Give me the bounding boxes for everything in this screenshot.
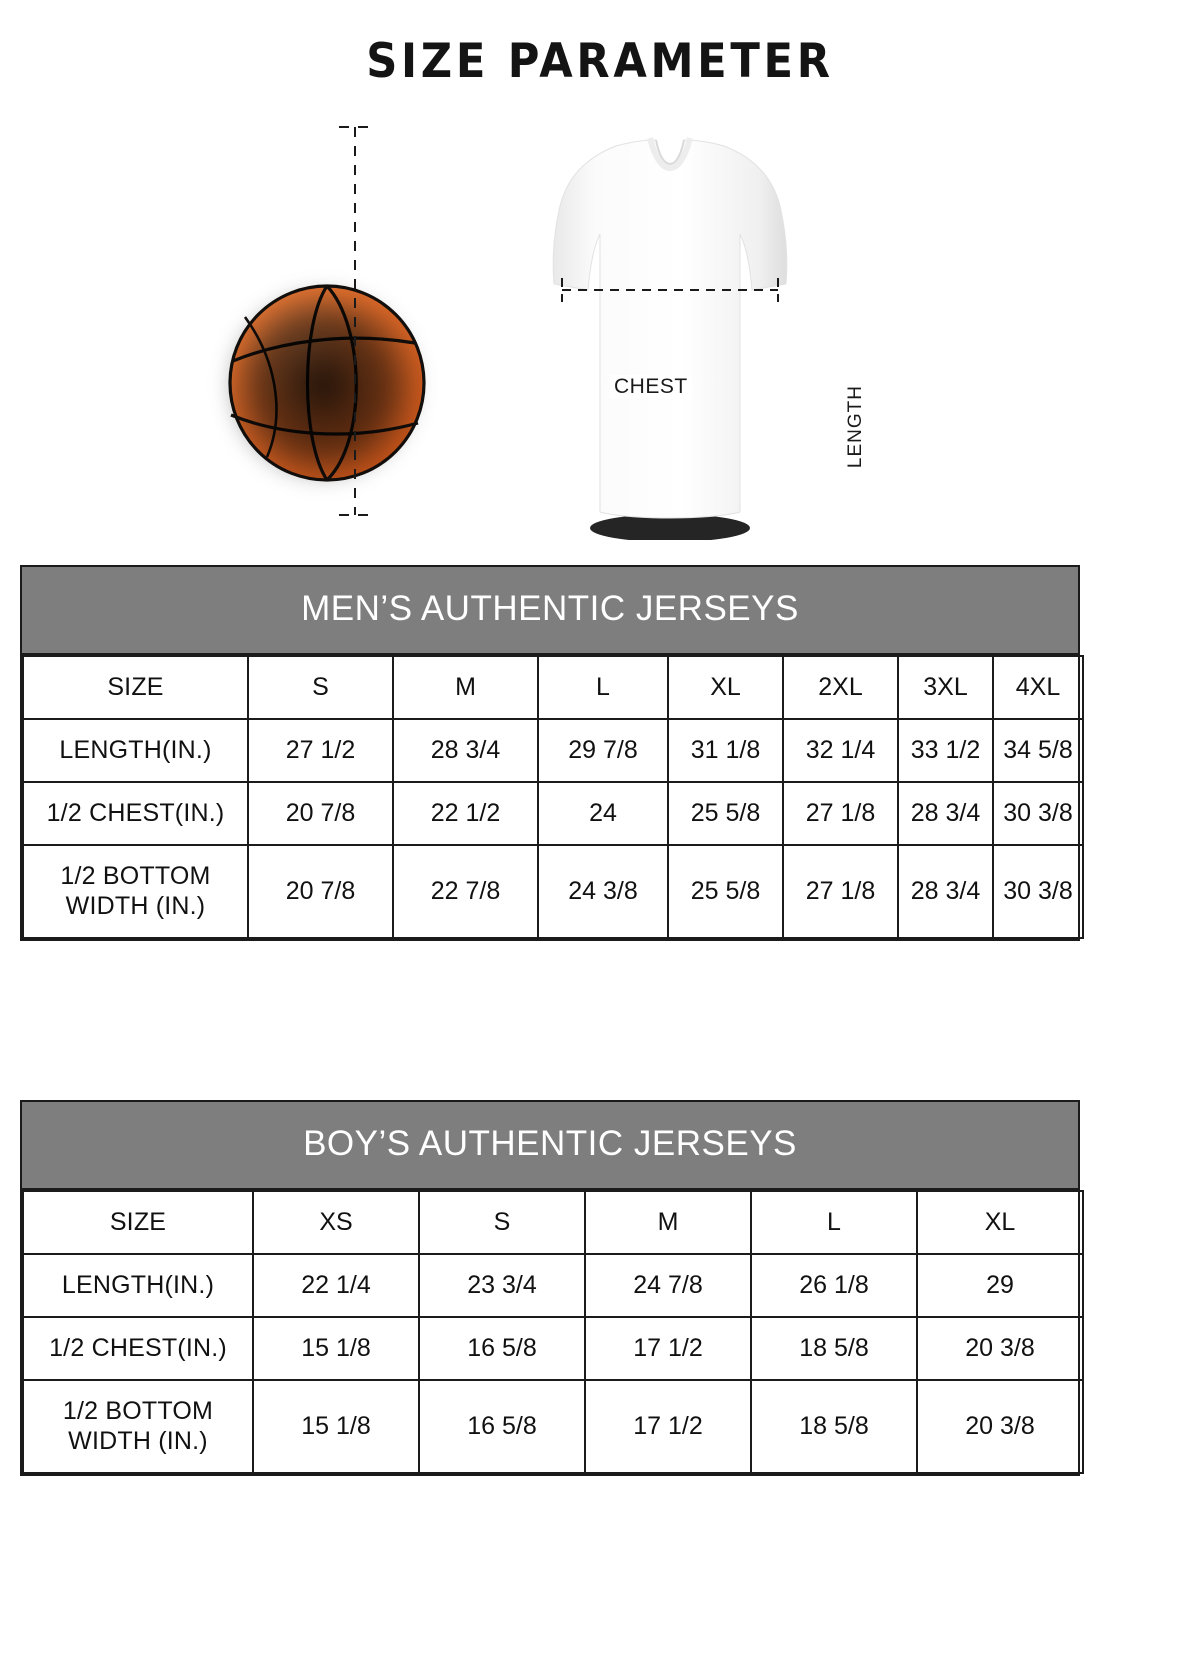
men-length-l: 29 7/8 [538,719,668,782]
men-chest-4xl: 30 3/8 [993,782,1083,845]
boy-chest-xs: 15 1/8 [253,1317,419,1380]
men-length-s: 27 1/2 [248,719,393,782]
boy-chest-s: 16 5/8 [419,1317,585,1380]
jersey-svg [520,120,820,540]
men-bottom-xl: 25 5/8 [668,845,783,938]
men-bottom-s: 20 7/8 [248,845,393,938]
men-col-l: L [538,656,668,719]
chest-label: CHEST [610,375,692,399]
jersey-icon [520,120,820,540]
men-chest-2xl: 27 1/8 [783,782,898,845]
boy-row-bottom-label-line2: WIDTH (IN.) [68,1426,208,1455]
basketball-shadow [223,285,423,485]
table-row [23,1380,1083,1473]
page-title: SIZE PARAMETER [366,34,834,89]
boy-length-xs: 22 1/4 [253,1254,419,1317]
boy-bottom-l: 18 5/8 [751,1380,917,1473]
men-bottom-l: 24 3/8 [538,845,668,938]
boys-table-heading: BOY’S AUTHENTIC JERSEYS [22,1102,1078,1190]
boy-col-xl: XL [917,1191,1083,1254]
men-bottom-m: 22 7/8 [393,845,538,938]
boy-col-size: SIZE [23,1191,253,1254]
men-col-size: SIZE [23,656,248,719]
men-col-s: S [248,656,393,719]
boy-length-xl: 29 [917,1254,1083,1317]
product-illustration [0,110,1200,540]
men-length-3xl: 33 1/2 [898,719,993,782]
table-row [23,845,1083,938]
table-row [23,782,1083,845]
boy-length-l: 26 1/8 [751,1254,917,1317]
men-length-xl: 31 1/8 [668,719,783,782]
mens-table-heading: MEN’S AUTHENTIC JERSEYS [22,567,1078,655]
boy-row-chest-label: 1/2 CHEST(IN.) [23,1317,253,1380]
boy-row-bottom-label-line1: 1/2 BOTTOM [62,1397,214,1425]
men-col-3xl: 3XL [898,656,993,719]
boys-size-table [20,1100,1080,1476]
table-row [23,1254,1083,1317]
boys-table-grid [22,1190,1084,1474]
men-col-xl: XL [668,656,783,719]
table-row [23,719,1083,782]
men-length-2xl: 32 1/4 [783,719,898,782]
men-row-chest-label: 1/2 CHEST(IN.) [23,782,248,845]
mens-table-grid [22,655,1084,939]
boy-chest-m: 17 1/2 [585,1317,751,1380]
boy-bottom-xs: 15 1/8 [253,1380,419,1473]
table-row [23,656,1083,719]
length-label: LENGTH [845,385,866,469]
boy-col-s: S [419,1191,585,1254]
men-chest-l: 24 [538,782,668,845]
men-length-m: 28 3/4 [393,719,538,782]
boy-row-length-label: LENGTH(IN.) [23,1254,253,1317]
boy-chest-l: 18 5/8 [751,1317,917,1380]
boy-bottom-s: 16 5/8 [419,1380,585,1473]
boy-col-xs: XS [253,1191,419,1254]
boy-col-l: L [751,1191,917,1254]
boy-chest-xl: 20 3/8 [917,1317,1083,1380]
men-length-4xl: 34 5/8 [993,719,1083,782]
men-bottom-3xl: 28 3/4 [898,845,993,938]
men-col-2xl: 2XL [783,656,898,719]
men-bottom-4xl: 30 3/8 [993,845,1083,938]
men-chest-s: 20 7/8 [248,782,393,845]
table-row [23,1191,1083,1254]
men-row-bottom-label [23,845,248,938]
mens-size-table [20,565,1080,941]
men-col-m: M [393,656,538,719]
table-row [23,1317,1083,1380]
men-chest-3xl: 28 3/4 [898,782,993,845]
boy-length-s: 23 3/4 [419,1254,585,1317]
boy-bottom-xl: 20 3/8 [917,1380,1083,1473]
boy-col-m: M [585,1191,751,1254]
men-row-length-label: LENGTH(IN.) [23,719,248,782]
length-measure-line [325,115,385,535]
boy-length-m: 24 7/8 [585,1254,751,1317]
men-col-4xl: 4XL [993,656,1083,719]
men-bottom-2xl: 27 1/8 [783,845,898,938]
men-row-bottom-label-line1: 1/2 BOTTOM [60,862,211,890]
men-chest-m: 22 1/2 [393,782,538,845]
men-row-bottom-label-line2: WIDTH (IN.) [65,891,206,920]
boy-bottom-m: 17 1/2 [585,1380,751,1473]
boy-row-bottom-label [23,1380,253,1473]
men-chest-xl: 25 5/8 [668,782,783,845]
